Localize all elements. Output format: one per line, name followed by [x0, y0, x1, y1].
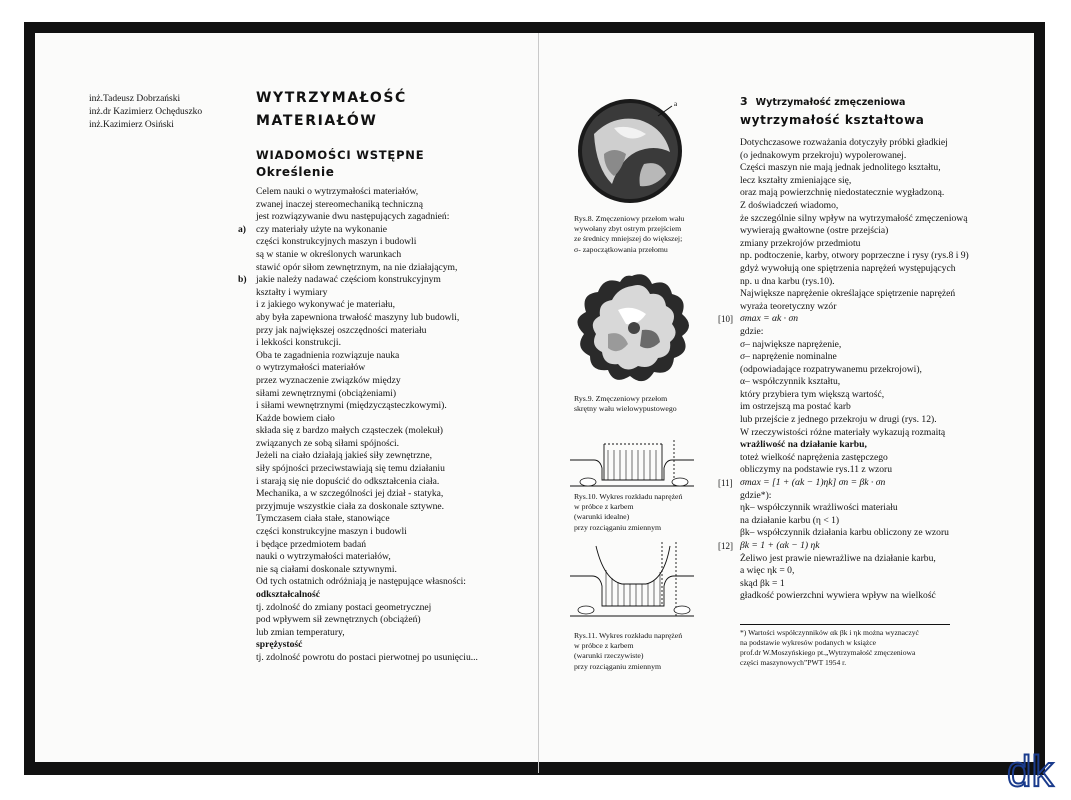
- caption-line: przy rozciąganiu zmiennym: [574, 522, 662, 532]
- line-text: zmiany przekrojów przedmiotu: [740, 237, 861, 249]
- line-text: jest rozwiązywanie dwu następujących zagadnień:: [256, 211, 450, 223]
- text-line: [256, 513, 526, 526]
- equation-number: [12]: [718, 541, 733, 551]
- text-line: [238, 223, 526, 237]
- text-line: [256, 362, 526, 375]
- line-text: części konstrukcyjnych maszyn i budowli: [256, 236, 417, 248]
- line-text: nie są ciałami doskonale sztywnymi.: [256, 563, 397, 575]
- line-text: obliczymy na podstawie rys.11 z wzoru: [740, 464, 893, 476]
- line-text: gładkość powierzchni wywiera wpływ na wielkość: [740, 590, 936, 602]
- line-text: Dotychczasowe rozważania dotyczyły próbki gładkiej: [740, 137, 948, 148]
- text-line: [740, 553, 990, 566]
- text-line: [256, 186, 526, 199]
- text-line: [740, 137, 990, 150]
- line-text: σ– największe naprężenie,: [740, 338, 842, 350]
- stress-diagram-ideal: [566, 436, 700, 492]
- line-text: części konstrukcyjne maszyn i budowli: [256, 526, 407, 538]
- line-text: zwanej inaczej stereomechaniką techniczną: [256, 198, 423, 210]
- text-line: [740, 414, 990, 427]
- text-line: [740, 250, 990, 263]
- text-line: [740, 464, 990, 477]
- line-text: wywierają gwałtowne (ostre przejścia): [740, 225, 889, 237]
- text-line: [256, 262, 526, 275]
- line-text: α– współczynnik kształtu,: [740, 376, 841, 388]
- line-text: βk– współczynnik działania karbu obliczony ze wzoru: [740, 527, 949, 539]
- text-line: [740, 364, 990, 377]
- text-line: [256, 287, 526, 300]
- text-line: [740, 175, 990, 188]
- line-text: a więc ηk = 0,: [740, 565, 795, 577]
- text-line: [256, 236, 526, 249]
- text-line: [740, 339, 990, 352]
- footnote-line: części maszynowych”PWT 1954 r.: [740, 658, 847, 667]
- line-text: czy materiały użyte na wykonanie: [256, 223, 388, 235]
- text-line: [740, 401, 990, 414]
- line-text: i z jakiego wykonywać je materiału,: [256, 299, 396, 311]
- text-line: [256, 413, 526, 426]
- line-text: siły spójności przeciwstawiają się temu działaniu: [256, 463, 445, 475]
- text-line: [740, 263, 990, 276]
- page-fold: [538, 33, 539, 773]
- line-text: związanych ze sobą siłami spójności.: [256, 437, 400, 449]
- line-text: W rzeczywistości różne materiały wykazują rozmaitą: [740, 426, 946, 438]
- line-text: lub zmian temperatury,: [256, 626, 345, 638]
- line-text: gdyż wywołują one spiętrzenia naprężeń występujących: [740, 262, 956, 274]
- line-text: im ostrzejszą ma postać karb: [740, 401, 851, 413]
- footnote-line: prof.dr W.Moszyńskiego pt.„Wytrzymałość zmęczeniowa: [740, 648, 916, 657]
- footnote-line: na podstawie wykresów podanych w książce: [740, 638, 877, 647]
- line-text: odkształcalność: [256, 589, 320, 600]
- text-line: [256, 249, 526, 262]
- right-body: [718, 137, 990, 603]
- text-line: [740, 288, 990, 301]
- text-line: [256, 388, 526, 401]
- text-line: [740, 376, 990, 389]
- author: inż.Kazimierz Osiński: [89, 120, 174, 130]
- caption-line: ze średnicy mniejszej do większej;: [574, 234, 683, 244]
- stress-diagram-real: [566, 540, 700, 622]
- line-text: i lekkości konstrukcji.: [256, 337, 341, 349]
- equation-number: [11]: [718, 478, 733, 489]
- caption-rys8: [574, 214, 684, 255]
- line-text: składa się z bardzo małych cząsteczek (molekuł): [256, 425, 443, 437]
- text-line: [256, 211, 526, 224]
- footnote-line: *) Wartości współczynników αk βk i ηk można wyznaczyć: [740, 628, 919, 637]
- text-line: [256, 476, 526, 489]
- line-text: np. podtoczenie, karby, otwory poprzeczne i rysy (rys.8 i 9): [740, 250, 969, 262]
- list-marker: b): [238, 274, 247, 286]
- text-line: [256, 337, 526, 350]
- line-text: skąd βk = 1: [740, 577, 785, 589]
- line-text: Mechanika, a w szczególności jej dział - statyka,: [256, 488, 444, 500]
- author: inż.dr Kazimierz Ochęduszko: [89, 107, 203, 117]
- line-text: pod wpływem sił zewnętrznych (obciążeń): [256, 614, 421, 626]
- footnote-rule: [740, 624, 950, 625]
- line-text: Oba te zagadnienia rozwiązuje nauka: [256, 349, 400, 361]
- line-text: (o jednakowym przekroju) wypolerowanej.: [740, 149, 907, 161]
- text-line: [256, 501, 526, 514]
- caption-rys9: [574, 394, 677, 414]
- text-line: [718, 313, 990, 326]
- text-line: [740, 187, 990, 200]
- line-text: Żeliwo jest prawie niewrażliwe na działanie karbu,: [740, 552, 936, 564]
- caption-line: (warunki idealne): [574, 512, 630, 522]
- fracture-photo-round: [574, 94, 694, 212]
- line-text: i będące przedmiotem badań: [256, 538, 367, 550]
- text-line: [256, 350, 526, 363]
- caption-line: wywołany zbyt ostrym przejściem: [574, 224, 682, 234]
- text-line: [740, 200, 990, 213]
- line-text: i siłami wewnętrznymi (międzycząsteczkowymi).: [256, 400, 447, 412]
- text-line: [238, 274, 526, 287]
- line-text: Od tych ostatnich odróżniają je następujące własności:: [256, 576, 466, 588]
- line-text: gdzie*):: [740, 489, 772, 501]
- text-line: [740, 150, 990, 163]
- caption-line: Rys.11. Wykres rozkładu naprężeń: [574, 631, 683, 640]
- text-line: [718, 477, 990, 490]
- section-heading: Określenie: [256, 165, 335, 179]
- text-line: [740, 213, 990, 226]
- svg-text:a: a: [674, 100, 678, 108]
- list-marker: a): [238, 223, 246, 235]
- line-text: o wytrzymałości materiałów: [256, 362, 366, 374]
- line-text: kształty i wymiary: [256, 286, 328, 298]
- line-text: sprężystość: [256, 639, 303, 651]
- caption-line: Rys.8. Zmęczeniowy przełom wału: [574, 214, 685, 223]
- footnote: [740, 628, 919, 668]
- fracture-photo-splined: [568, 270, 698, 390]
- caption-line: skrętny wału wielowypustowego: [574, 404, 677, 414]
- text-line: [256, 551, 526, 564]
- text-line: [256, 450, 526, 463]
- line-text: wyraża teoretyczny wzór: [740, 300, 837, 312]
- line-text: aby była zapewniona trwałość maszyny lub budowli,: [256, 311, 460, 323]
- text-line: [256, 325, 526, 338]
- line-text: lecz kształty zmieniające się,: [740, 174, 852, 186]
- text-line: [740, 439, 990, 452]
- text-line: [256, 526, 526, 539]
- text-line: [256, 438, 526, 451]
- right-section-heading: wytrzymałość kształtowa: [740, 113, 925, 127]
- line-text: są w stanie w określonych warunkach: [256, 248, 402, 260]
- caption-line: (warunki rzeczywiste): [574, 651, 644, 661]
- line-text: Z doświadczeń wiadomo,: [740, 199, 839, 211]
- line-text: Największe naprężenie określające spiętrzenie naprężeń: [740, 288, 956, 300]
- line-text: siłami zewnętrznymi (obciążeniami): [256, 387, 397, 399]
- line-text: ηk– współczynnik wrażliwości materiału: [740, 502, 898, 514]
- line-text: na działanie karbu (η < 1): [740, 514, 840, 526]
- text-line: [740, 276, 990, 289]
- line-text: i starają się nie dopuścić do odkształcenia ciała.: [256, 475, 440, 487]
- text-line: [740, 389, 990, 402]
- line-text: który przybiera tym większą wartość,: [740, 388, 885, 400]
- caption-rys11: [574, 631, 682, 672]
- line-text: że szczególnie silny wpływ na wytrzymałość zmęczeniową: [740, 212, 968, 224]
- text-line: [256, 576, 526, 589]
- text-line: [740, 502, 990, 515]
- text-line: [740, 162, 990, 175]
- text-line: [740, 225, 990, 238]
- logo-text: dk: [1007, 747, 1054, 796]
- text-line: [256, 614, 526, 627]
- text-line: [256, 400, 526, 413]
- caption-line: w próbce z karbem: [574, 641, 634, 651]
- title-line-2: MATERIAŁÓW: [256, 113, 378, 129]
- text-line: [740, 515, 990, 528]
- line-text: oraz mają powierzchnię niedostatecznie wygładzoną.: [740, 187, 945, 199]
- left-body: [238, 186, 526, 665]
- line-text: tj. zdolność powrotu do postaci pierwotnej po usunięciu...: [256, 651, 478, 663]
- caption-line: przy rozciąganiu zmiennym: [574, 661, 662, 671]
- line-text: wrażliwość na działanie karbu,: [740, 439, 867, 451]
- text-line: [256, 199, 526, 212]
- author: inż.Tadeusz Dobrzański: [89, 94, 181, 104]
- line-text: np. u dna karbu (rys.10).: [740, 275, 835, 287]
- dk-logo: [1003, 740, 1063, 796]
- line-text: lub przejście z jednego przekroju w drugi (rys. 12).: [740, 414, 937, 426]
- text-line: [256, 539, 526, 552]
- line-text: σ– naprężenie nominalne: [740, 351, 837, 363]
- line-text: σmax = [1 + (αk − 1)ηk] σn = βk · σn: [740, 477, 886, 489]
- text-line: [740, 527, 990, 540]
- chapter-title: Wytrzymałość zmęczeniowa: [755, 97, 906, 108]
- line-text: przy jak największej oszczędności materiału: [256, 324, 427, 336]
- line-text: (odpowiadające rozpatrywanemu przekrojowi),: [740, 363, 922, 375]
- authors: [89, 93, 202, 132]
- text-line: [740, 326, 990, 339]
- line-text: Celem nauki o wytrzymałości materiałów,: [256, 186, 419, 197]
- text-line: [740, 301, 990, 314]
- text-line: [256, 627, 526, 640]
- chapter-heading: [740, 90, 905, 109]
- line-text: Jeżeli na ciało działają jakieś siły zewnętrzne,: [256, 450, 433, 462]
- line-text: gdzie:: [740, 325, 764, 337]
- text-line: [740, 351, 990, 364]
- text-line: [256, 488, 526, 501]
- caption-line: w próbce z karbem: [574, 502, 634, 512]
- text-line: [256, 463, 526, 476]
- text-line: [256, 564, 526, 577]
- text-line: [740, 565, 990, 578]
- chapter-number: 3: [740, 95, 748, 108]
- caption-line: Rys.10. Wykres rozkładu naprężeń: [574, 492, 683, 501]
- text-line: [740, 578, 990, 591]
- title-line-1: WYTRZYMAŁOŚĆ: [256, 90, 407, 106]
- text-line: [256, 312, 526, 325]
- equation-number: [10]: [718, 314, 733, 325]
- line-text: przez wyznaczenie związków między: [256, 374, 401, 386]
- text-line: [740, 590, 990, 603]
- caption-rys10: [574, 492, 682, 533]
- line-text: stawić opór siłom zewnętrznym, na nie działającym,: [256, 261, 458, 273]
- line-text: toteż wielkość naprężenia zastępczego: [740, 451, 888, 463]
- text-line: [256, 652, 526, 665]
- text-line: [256, 589, 526, 602]
- line-text: Części maszyn nie mają jednak jednolitego kształtu,: [740, 162, 941, 174]
- text-line: [740, 427, 990, 440]
- text-line: [740, 238, 990, 251]
- text-line: [256, 639, 526, 652]
- line-text: βk = 1 + (αk − 1) ηk: [740, 540, 820, 551]
- line-text: nauki o wytrzymałości materiałów,: [256, 551, 391, 563]
- subtitle: WIADOMOŚCI WSTĘPNE: [256, 148, 425, 162]
- text-line: [256, 375, 526, 388]
- text-line: [256, 299, 526, 312]
- text-line: [256, 425, 526, 438]
- text-line: [740, 490, 990, 503]
- line-text: Każde bowiem ciało: [256, 412, 335, 424]
- text-line: [740, 452, 990, 465]
- caption-line: Rys.9. Zmęczeniowy przełom: [574, 394, 668, 403]
- line-text: przyjmuje wszystkie ciała za doskonale sztywne.: [256, 500, 445, 512]
- text-line: [718, 540, 990, 553]
- line-text: jakie należy nadawać częściom konstrukcyjnym: [256, 274, 441, 286]
- text-line: [256, 602, 526, 615]
- line-text: tj. zdolność do zmiany postaci geometrycznej: [256, 601, 432, 613]
- caption-line: σ- zapoczątkowania przełomu: [574, 244, 668, 254]
- line-text: σmax = αk · σn: [740, 313, 799, 325]
- line-text: Tymczasem ciała stałe, stanowiące: [256, 513, 390, 525]
